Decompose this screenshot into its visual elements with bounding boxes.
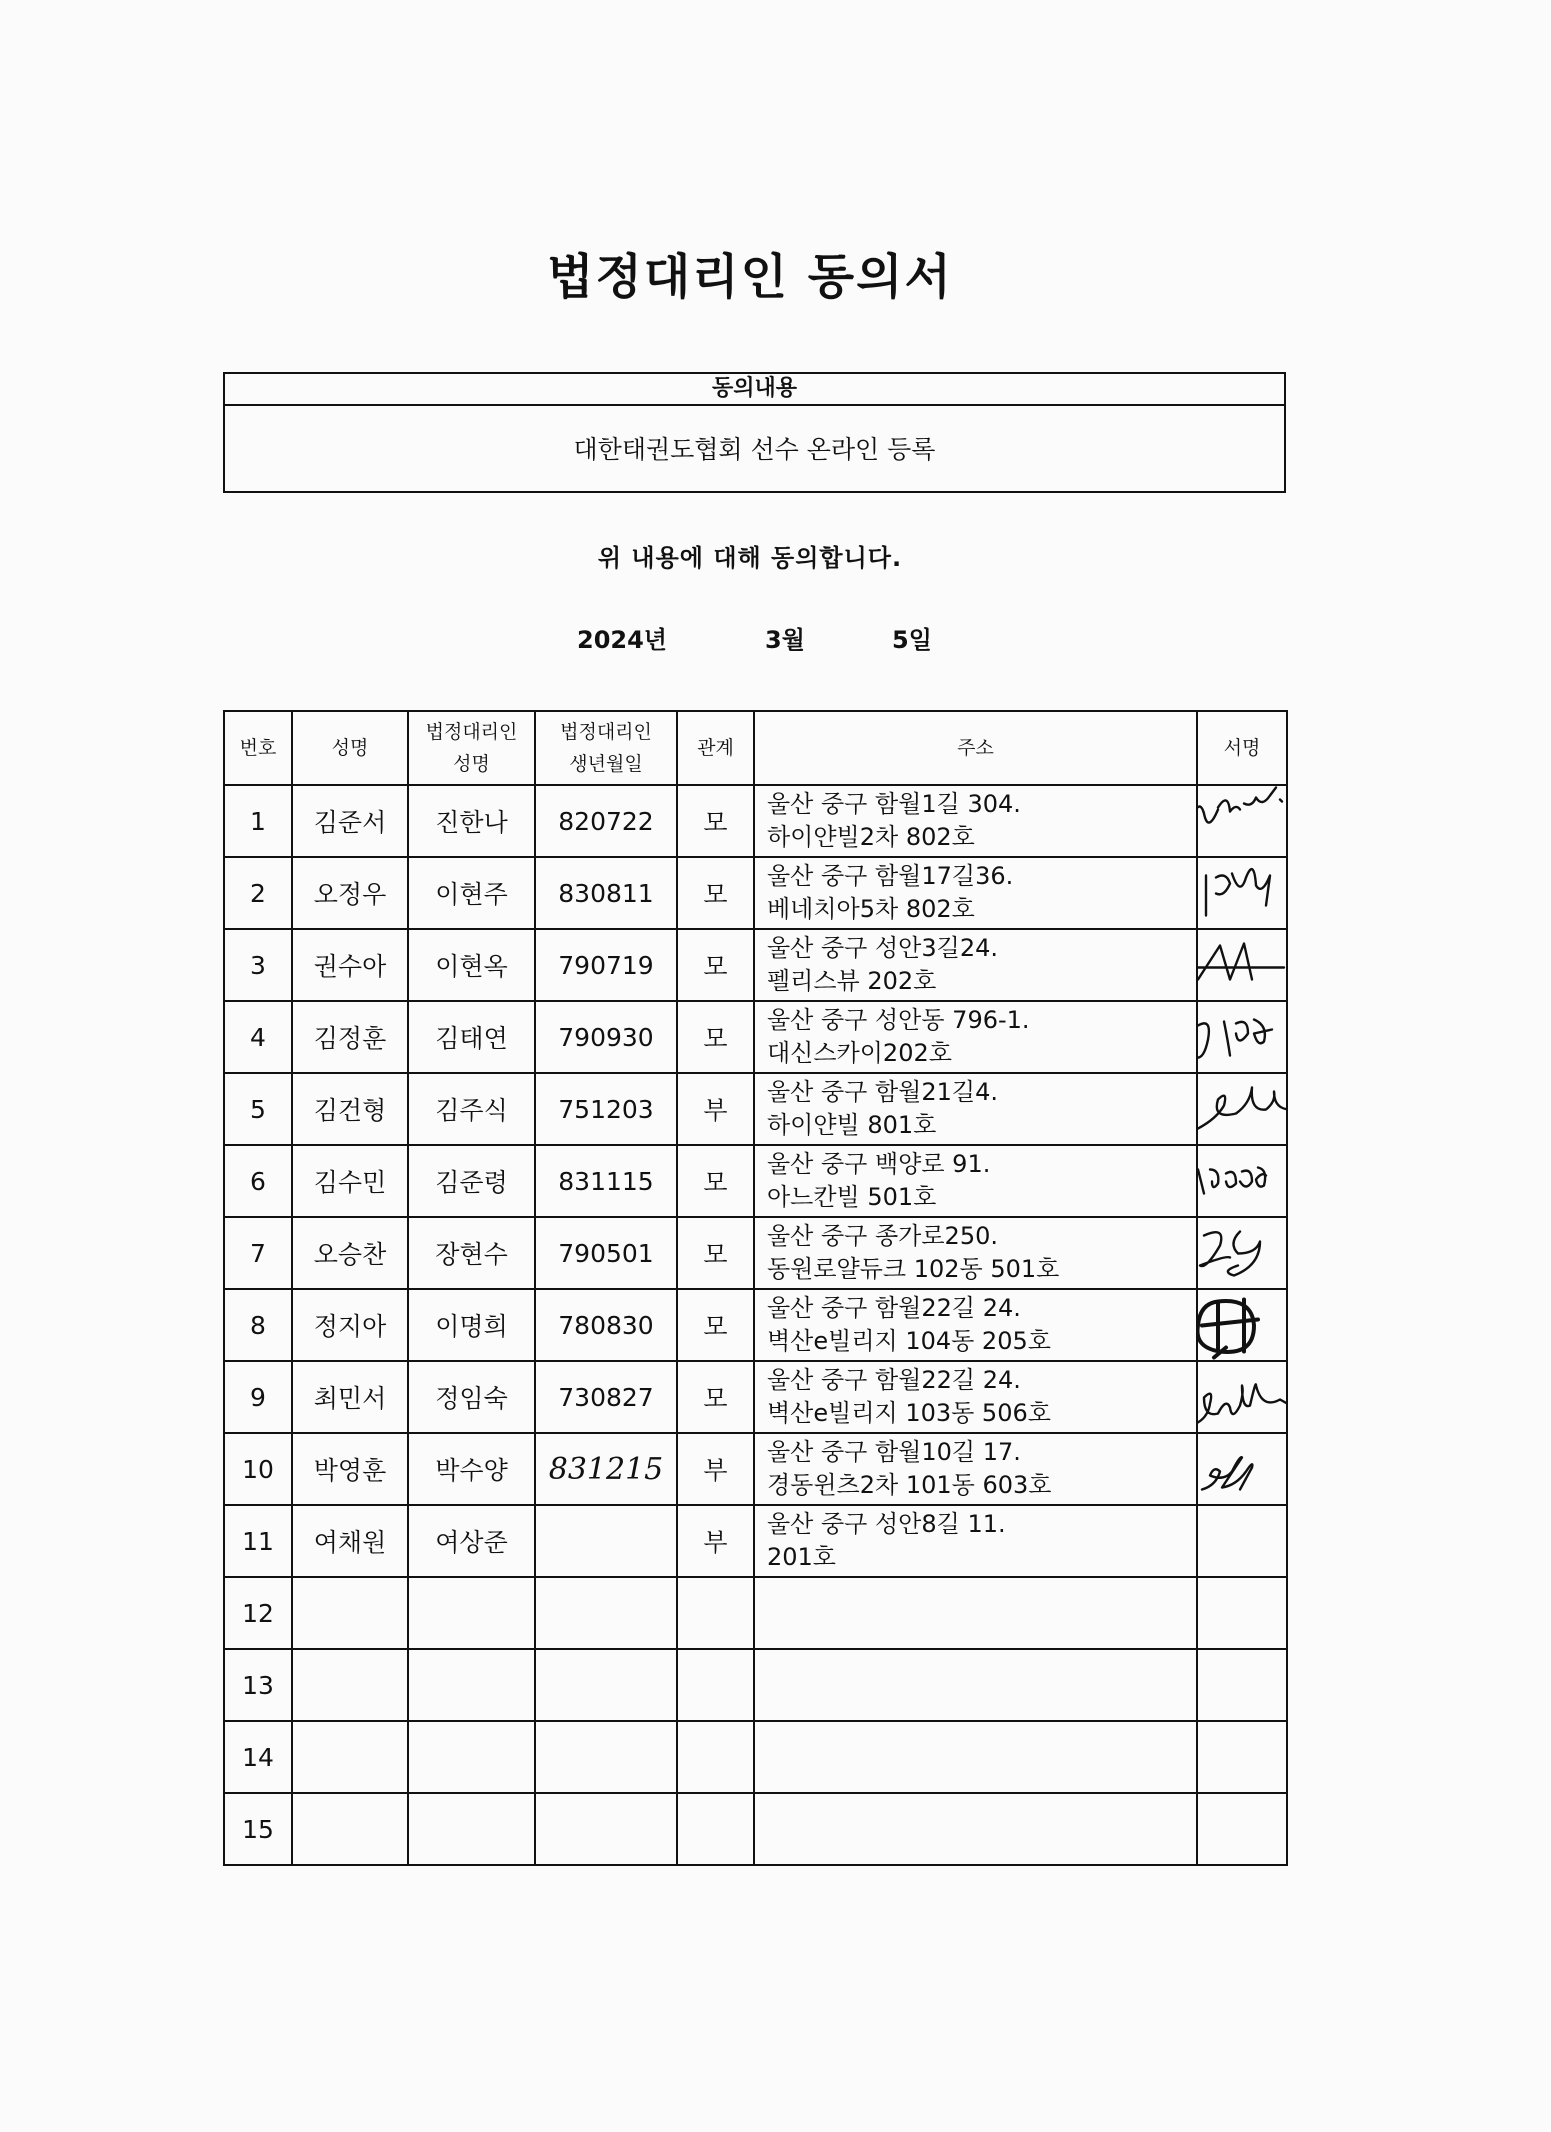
cell-guardian xyxy=(408,1793,535,1865)
page-title: 법정대리인 동의서 xyxy=(547,249,953,305)
cell-relation xyxy=(677,1217,754,1289)
address-line1: 울산 중구 성안동 796-1. xyxy=(767,1006,1030,1034)
student-name: 김건형 xyxy=(313,1096,387,1125)
cell-relation xyxy=(677,1721,754,1793)
handwritten-signature xyxy=(1197,1001,1287,1073)
relation: 모 xyxy=(703,952,728,981)
cell-address xyxy=(754,1793,1197,1865)
cell-birth xyxy=(535,1577,677,1649)
cell-birth xyxy=(535,1649,677,1721)
cell-no xyxy=(224,1001,292,1073)
handwritten-signature xyxy=(1197,1073,1287,1145)
table-row xyxy=(224,1649,1287,1721)
cell-signature xyxy=(1197,1793,1287,1865)
table-row xyxy=(224,1793,1287,1865)
cell-name xyxy=(292,1649,408,1721)
cell-name xyxy=(292,1505,408,1577)
row-number: 1 xyxy=(250,806,266,836)
handwritten-signature xyxy=(1197,929,1287,1001)
address-line1: 울산 중구 함월22길 24. xyxy=(767,1294,1021,1322)
row-number: 7 xyxy=(250,1238,266,1268)
header-guardian-name-line2: 성명 xyxy=(453,753,490,775)
student-name: 최민서 xyxy=(313,1384,387,1413)
cell-birth xyxy=(535,1505,677,1577)
cell-no xyxy=(224,1361,292,1433)
cell-signature xyxy=(1197,1361,1287,1433)
cell-signature xyxy=(1197,785,1287,857)
date-year: 2024년 xyxy=(577,626,667,654)
table-row xyxy=(224,1433,1287,1505)
address-line2: 하이얀빌2차 802호 xyxy=(767,823,975,851)
table-row xyxy=(224,1145,1287,1217)
row-number: 14 xyxy=(242,1742,274,1772)
cell-birth xyxy=(535,1217,677,1289)
row-number: 2 xyxy=(250,878,266,908)
table-row xyxy=(224,1505,1287,1577)
student-name: 김수민 xyxy=(313,1168,387,1197)
table-row xyxy=(224,1361,1287,1433)
cell-guardian xyxy=(408,1145,535,1217)
cell-signature xyxy=(1197,1217,1287,1289)
guardian-name: 여상준 xyxy=(435,1528,508,1557)
table-row xyxy=(224,1073,1287,1145)
cell-birth xyxy=(535,929,677,1001)
guardian-name: 장현수 xyxy=(435,1240,508,1269)
cell-no xyxy=(224,1145,292,1217)
relation: 모 xyxy=(703,808,728,837)
cell-signature xyxy=(1197,929,1287,1001)
header-guardian-name xyxy=(408,711,535,785)
cell-name xyxy=(292,929,408,1001)
cell-no xyxy=(224,1577,292,1649)
cell-guardian xyxy=(408,857,535,929)
student-name: 김준서 xyxy=(313,808,387,837)
cell-name xyxy=(292,1217,408,1289)
row-number: 12 xyxy=(242,1598,274,1628)
table-row xyxy=(224,785,1287,857)
guardian-name: 김태연 xyxy=(435,1024,508,1053)
cell-relation xyxy=(677,857,754,929)
cell-signature xyxy=(1197,1505,1287,1577)
handwritten-signature xyxy=(1197,1217,1287,1289)
table-row xyxy=(224,1217,1287,1289)
relation: 모 xyxy=(703,1024,728,1053)
header-no: 번호 xyxy=(224,711,292,785)
header-guardian-name-line1: 법정대리인 xyxy=(425,721,518,743)
handwritten-signature xyxy=(1197,1433,1287,1505)
header-signature: 서명 xyxy=(1197,711,1287,785)
cell-address xyxy=(754,1577,1197,1649)
cell-birth xyxy=(535,785,677,857)
cell-birth xyxy=(535,1433,677,1505)
relation: 모 xyxy=(703,1312,728,1341)
cell-birth xyxy=(535,1721,677,1793)
cell-no xyxy=(224,1073,292,1145)
cell-signature xyxy=(1197,1433,1287,1505)
cell-address xyxy=(754,1145,1197,1217)
guardian-birthdate: 751203 xyxy=(558,1094,654,1124)
handwritten-signature xyxy=(1197,1145,1287,1217)
header-relation: 관계 xyxy=(677,711,754,785)
guardian-birthdate: 790930 xyxy=(558,1022,654,1052)
cell-guardian xyxy=(408,785,535,857)
cell-guardian xyxy=(408,1073,535,1145)
cell-address xyxy=(754,929,1197,1001)
cell-no xyxy=(224,1721,292,1793)
header-guardian-birth-line2: 생년월일 xyxy=(569,753,643,775)
cell-relation xyxy=(677,1145,754,1217)
student-name: 박영훈 xyxy=(313,1456,387,1485)
address-line1: 울산 중구 함월1길 304. xyxy=(767,790,1021,818)
cell-signature xyxy=(1197,1289,1287,1361)
address-line2: 벽산e빌리지 104동 205호 xyxy=(767,1327,1051,1355)
table-row xyxy=(224,1001,1287,1073)
address-line2: 펠리스뷰 202호 xyxy=(767,967,937,995)
consent-content: 대한태권도협회 선수 온라인 등록 xyxy=(573,435,936,464)
header-address: 주소 xyxy=(754,711,1197,785)
row-number: 5 xyxy=(250,1094,266,1124)
cell-address xyxy=(754,1073,1197,1145)
cell-relation xyxy=(677,1001,754,1073)
cell-birth xyxy=(535,1361,677,1433)
address-line1: 울산 중구 함월21길4. xyxy=(767,1078,998,1106)
guardian-birthdate: 790501 xyxy=(558,1238,654,1268)
row-number: 4 xyxy=(250,1022,266,1052)
cell-name xyxy=(292,1145,408,1217)
address-line1: 울산 중구 백양로 91. xyxy=(767,1150,991,1178)
date-day: 5일 xyxy=(892,626,932,654)
cell-relation xyxy=(677,1361,754,1433)
cell-name xyxy=(292,1433,408,1505)
relation: 부 xyxy=(703,1528,728,1557)
cell-no xyxy=(224,1649,292,1721)
address-line2: 대신스카이202호 xyxy=(767,1039,952,1067)
cell-no xyxy=(224,1433,292,1505)
cell-address xyxy=(754,1433,1197,1505)
address-line2: 201호 xyxy=(767,1543,836,1571)
table-row xyxy=(224,1721,1287,1793)
cell-relation xyxy=(677,1433,754,1505)
table-row xyxy=(224,1289,1287,1361)
guardian-birthdate: 820722 xyxy=(558,806,654,836)
guardian-birthdate: 790719 xyxy=(558,950,654,980)
guardian-name: 이현옥 xyxy=(435,952,508,981)
relation: 모 xyxy=(703,1240,728,1269)
handwritten-signature xyxy=(1197,1289,1287,1361)
cell-address xyxy=(754,1289,1197,1361)
cell-address xyxy=(754,1721,1197,1793)
header-guardian-birth-line1: 법정대리인 xyxy=(560,721,652,743)
cell-birth xyxy=(535,1001,677,1073)
guardian-name: 김준령 xyxy=(435,1168,508,1197)
address-line2: 아느칸빌 501호 xyxy=(767,1183,937,1211)
address-line2: 벽산e빌리지 103동 506호 xyxy=(767,1399,1051,1427)
cell-no xyxy=(224,1793,292,1865)
cell-name xyxy=(292,1073,408,1145)
guardian-name: 이현주 xyxy=(435,880,508,909)
address-line1: 울산 중구 함월22길 24. xyxy=(767,1366,1021,1394)
cell-guardian xyxy=(408,1289,535,1361)
cell-address xyxy=(754,1217,1197,1289)
cell-guardian xyxy=(408,1361,535,1433)
cell-birth xyxy=(535,1073,677,1145)
cell-relation xyxy=(677,929,754,1001)
address-line1: 울산 중구 성안3길24. xyxy=(767,934,998,962)
header-guardian-birth xyxy=(535,711,677,785)
relation: 모 xyxy=(703,1168,728,1197)
cell-signature xyxy=(1197,1577,1287,1649)
address-line1: 울산 중구 함월10길 17. xyxy=(767,1438,1021,1466)
handwritten-signature xyxy=(1197,857,1287,929)
cell-address xyxy=(754,1505,1197,1577)
cell-guardian xyxy=(408,1577,535,1649)
cell-guardian xyxy=(408,1433,535,1505)
row-number: 13 xyxy=(242,1670,274,1700)
relation: 모 xyxy=(703,880,728,909)
consent-box xyxy=(223,372,1286,493)
cell-signature xyxy=(1197,1649,1287,1721)
relation: 부 xyxy=(703,1456,728,1485)
cell-address xyxy=(754,1361,1197,1433)
cell-name xyxy=(292,785,408,857)
table-row xyxy=(224,929,1287,1001)
guardian-birthdate: 780830 xyxy=(558,1310,654,1340)
cell-name xyxy=(292,1361,408,1433)
row-number: 6 xyxy=(250,1166,266,1196)
cell-address xyxy=(754,785,1197,857)
student-name: 정지아 xyxy=(313,1312,387,1341)
guardian-birthdate: 831115 xyxy=(558,1166,654,1196)
cell-relation xyxy=(677,1505,754,1577)
handwritten-signature xyxy=(1197,785,1287,857)
guardian-birthdate: 830811 xyxy=(558,878,654,908)
cell-birth xyxy=(535,1145,677,1217)
address-line2: 동원로얄듀크 102동 501호 xyxy=(767,1255,1060,1283)
cell-guardian xyxy=(408,1721,535,1793)
cell-signature xyxy=(1197,857,1287,929)
guardian-name: 이명희 xyxy=(435,1312,508,1341)
address-line1: 울산 중구 성안8길 11. xyxy=(767,1510,1006,1538)
cell-name xyxy=(292,1001,408,1073)
cell-relation xyxy=(677,785,754,857)
address-line1: 울산 중구 함월17길36. xyxy=(767,862,1014,890)
address-line2: 경동윈츠2차 101동 603호 xyxy=(767,1471,1052,1499)
relation: 부 xyxy=(703,1096,728,1125)
guardian-name: 박수양 xyxy=(435,1456,508,1485)
cell-guardian xyxy=(408,929,535,1001)
row-number: 11 xyxy=(242,1526,274,1556)
cell-name xyxy=(292,1577,408,1649)
cell-no xyxy=(224,785,292,857)
cell-guardian xyxy=(408,1505,535,1577)
cell-relation xyxy=(677,1577,754,1649)
cell-address xyxy=(754,1649,1197,1721)
address-line2: 베네치아5차 802호 xyxy=(767,895,975,923)
relation: 모 xyxy=(703,1384,728,1413)
cell-no xyxy=(224,857,292,929)
guardian-name: 진한나 xyxy=(435,808,508,837)
guardian-birthdate: 831215 xyxy=(548,1451,664,1487)
cell-birth xyxy=(535,1289,677,1361)
cell-relation xyxy=(677,1793,754,1865)
cell-no xyxy=(224,1289,292,1361)
row-number: 9 xyxy=(250,1382,266,1412)
address-line2: 하이얀빌 801호 xyxy=(767,1111,937,1139)
header-name: 성명 xyxy=(292,711,408,785)
guardian-name: 정임숙 xyxy=(435,1384,508,1413)
cell-signature xyxy=(1197,1721,1287,1793)
address-line1: 울산 중구 종가로250. xyxy=(767,1222,998,1250)
row-number: 10 xyxy=(242,1454,274,1484)
cell-signature xyxy=(1197,1073,1287,1145)
cell-guardian xyxy=(408,1217,535,1289)
student-name: 오정우 xyxy=(313,880,387,909)
row-number: 15 xyxy=(242,1814,274,1844)
guardian-table xyxy=(223,710,1288,1866)
cell-name xyxy=(292,857,408,929)
cell-name xyxy=(292,1793,408,1865)
cell-name xyxy=(292,1721,408,1793)
table-row xyxy=(224,857,1287,929)
cell-relation xyxy=(677,1073,754,1145)
student-name: 오승찬 xyxy=(313,1240,387,1269)
student-name: 여채원 xyxy=(313,1528,387,1557)
cell-birth xyxy=(535,857,677,929)
cell-relation xyxy=(677,1289,754,1361)
handwritten-signature xyxy=(1197,1361,1287,1433)
guardian-name: 김주식 xyxy=(435,1096,508,1125)
cell-signature xyxy=(1197,1145,1287,1217)
agreement-text: 위 내용에 대해 동의합니다. xyxy=(597,544,903,572)
student-name: 김정훈 xyxy=(313,1024,387,1053)
row-number: 3 xyxy=(250,950,266,980)
cell-no xyxy=(224,1217,292,1289)
cell-birth xyxy=(535,1793,677,1865)
cell-no xyxy=(224,1505,292,1577)
cell-address xyxy=(754,857,1197,929)
consent-header: 동의내용 xyxy=(225,374,1284,406)
cell-relation xyxy=(677,1649,754,1721)
cell-signature xyxy=(1197,1001,1287,1073)
cell-guardian xyxy=(408,1001,535,1073)
guardian-birthdate: 730827 xyxy=(558,1382,654,1412)
cell-guardian xyxy=(408,1649,535,1721)
cell-address xyxy=(754,1001,1197,1073)
table-row xyxy=(224,1577,1287,1649)
cell-name xyxy=(292,1289,408,1361)
date-month: 3월 xyxy=(765,626,805,654)
student-name: 권수아 xyxy=(313,952,387,981)
cell-no xyxy=(224,929,292,1001)
row-number: 8 xyxy=(250,1310,266,1340)
table-header-row xyxy=(224,711,1287,785)
